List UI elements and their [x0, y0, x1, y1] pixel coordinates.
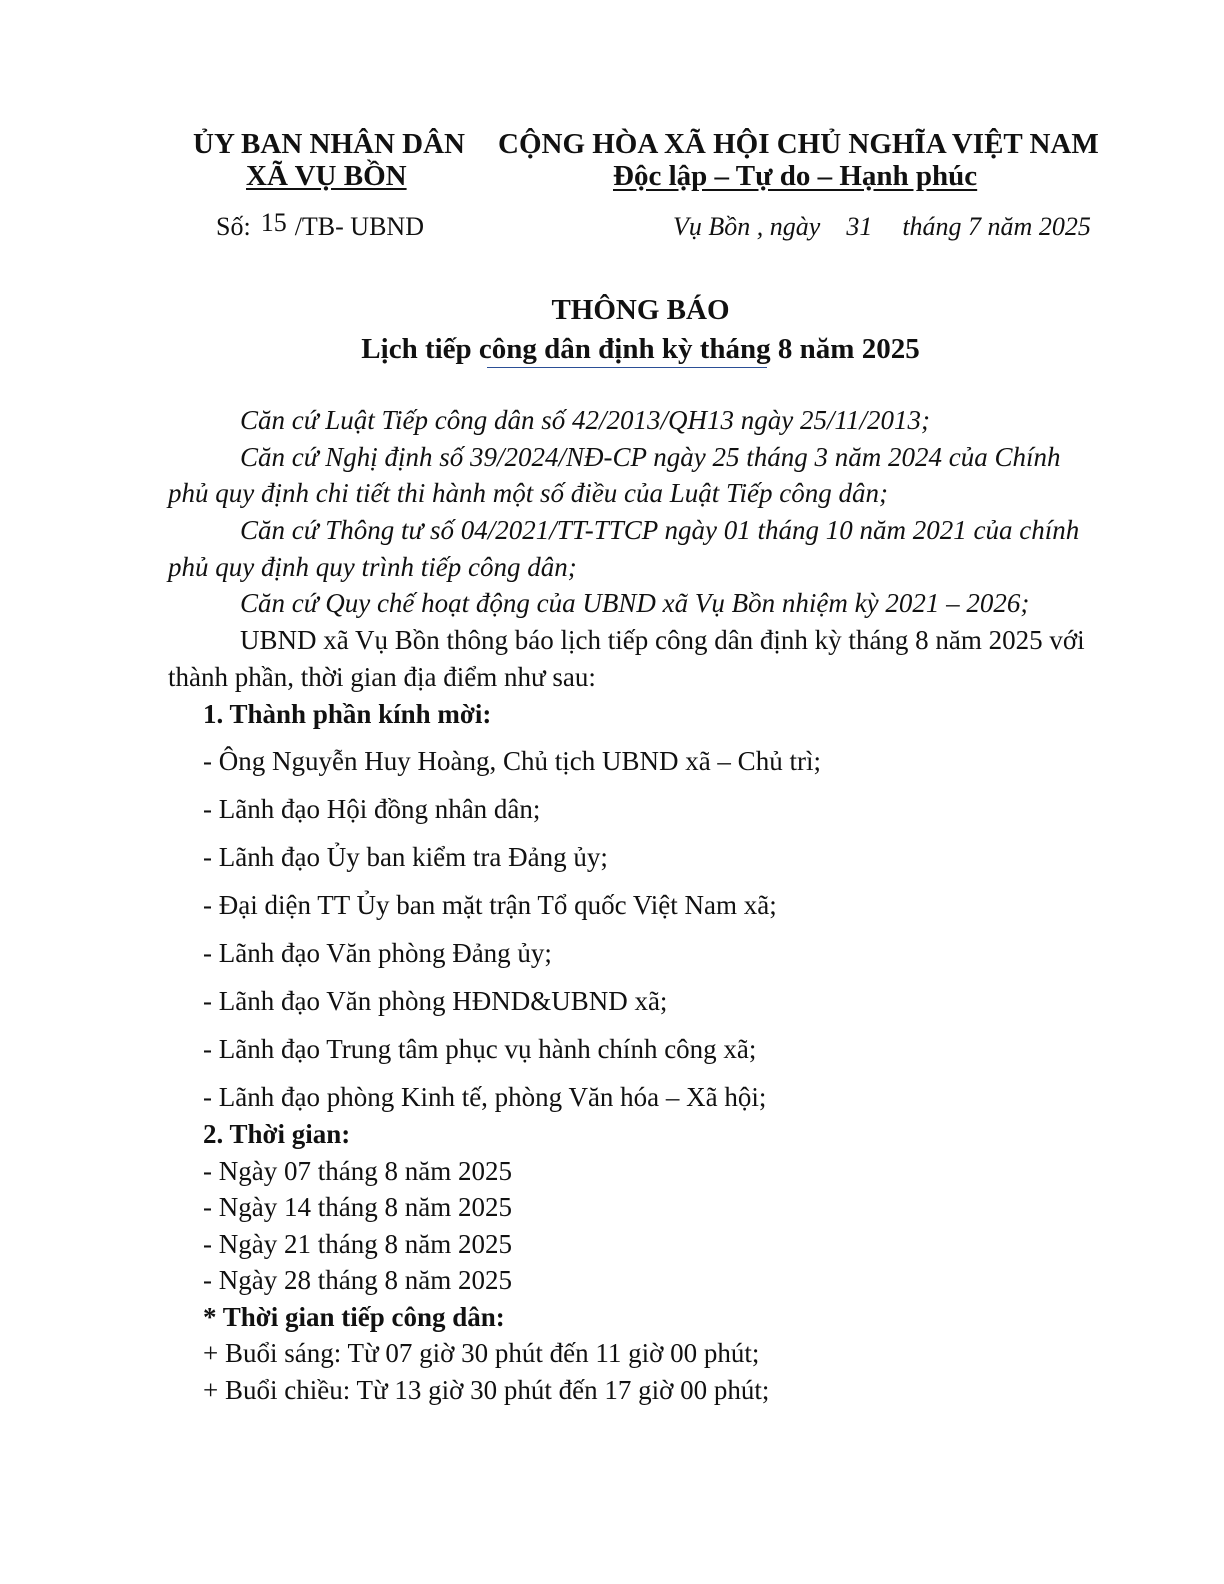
attendee-item: - Lãnh đạo Văn phòng HĐND&UBND xã;	[203, 986, 668, 1016]
number-prefix: Số:	[216, 212, 251, 241]
org-name-line2-text: XÃ VỤ BỒN	[246, 160, 407, 192]
hours-heading: * Thời gian tiếp công dân:	[203, 1302, 505, 1332]
date-item: - Ngày 28 tháng 8 năm 2025	[203, 1265, 512, 1295]
hours-item-morning: + Buổi sáng: Từ 07 giờ 30 phút đến 11 giờ 00 phút;	[203, 1338, 760, 1368]
national-title: CỘNG HÒA XÃ HỘI CHỦ NGHĨA VIỆT NAM	[498, 128, 1099, 160]
org-name-line1: ỦY BAN NHÂN DÂN	[193, 128, 466, 160]
org-name-line2	[246, 160, 407, 193]
number-suffix: /TB- UBND	[294, 212, 424, 241]
document-subtitle: Lịch tiếp công dân định kỳ tháng 8 năm 2025	[361, 333, 920, 365]
date-day: 31	[846, 212, 873, 241]
legal-basis-4: Căn cứ Quy chế hoạt động của UBND xã Vụ Bồn nhiệm kỳ 2021 – 2026;	[240, 588, 1030, 618]
legal-basis-3-line1: Căn cứ Thông tư số 04/2021/TT-TTCP ngày 01 tháng 10 năm 2021 của chính	[240, 515, 1080, 545]
hours-item-afternoon: + Buổi chiều: Từ 13 giờ 30 phút đến 17 giờ 00 phút;	[203, 1375, 770, 1405]
intro-line2: thành phần, thời gian địa điểm như sau:	[168, 662, 596, 692]
number-value: 15	[260, 208, 287, 237]
date-item: - Ngày 21 tháng 8 năm 2025	[203, 1229, 512, 1259]
date-rest: tháng 7 năm 2025	[902, 212, 1091, 241]
date-item: - Ngày 07 tháng 8 năm 2025	[203, 1156, 512, 1186]
document-title: THÔNG BÁO	[551, 294, 730, 326]
section2-heading: 2. Thời gian:	[203, 1119, 351, 1149]
subtitle-underline	[487, 367, 767, 368]
section1-heading: 1. Thành phần kính mời:	[203, 699, 492, 729]
legal-basis-2-line2: phủ quy định chi tiết thi hành một số điều của Luật Tiếp công dân;	[168, 478, 888, 508]
attendee-item: - Đại diện TT Ủy ban mặt trận Tổ quốc Việt Nam xã;	[203, 890, 777, 920]
attendee-item: - Lãnh đạo phòng Kinh tế, phòng Văn hóa – Xã hội;	[203, 1082, 767, 1112]
national-motto: Độc lập – Tự do – Hạnh phúc	[613, 160, 978, 192]
legal-basis-1: Căn cứ Luật Tiếp công dân số 42/2013/QH13 ngày 25/11/2013;	[240, 405, 930, 435]
date-place: Vụ Bồn , ngày	[673, 212, 821, 241]
attendee-item: - Lãnh đạo Hội đồng nhân dân;	[203, 794, 541, 824]
attendee-item: - Lãnh đạo Văn phòng Đảng ủy;	[203, 938, 552, 968]
document-number	[216, 208, 424, 242]
attendee-item: - Ông Nguyễn Huy Hoàng, Chủ tịch UBND xã – Chủ trì;	[203, 746, 821, 776]
attendee-item: - Lãnh đạo Trung tâm phục vụ hành chính công xã;	[203, 1034, 757, 1064]
attendee-item: - Lãnh đạo Ủy ban kiểm tra Đảng ủy;	[203, 842, 608, 872]
legal-basis-3-line2: phủ quy định quy trình tiếp công dân;	[168, 552, 577, 582]
date-item: - Ngày 14 tháng 8 năm 2025	[203, 1192, 512, 1222]
legal-basis-2-line1: Căn cứ Nghị định số 39/2024/NĐ-CP ngày 25 tháng 3 năm 2024 của Chính	[240, 442, 1061, 472]
intro-line1: UBND xã Vụ Bồn thông báo lịch tiếp công dân định kỳ tháng 8 năm 2025 với	[240, 625, 1085, 655]
document-date	[673, 212, 1091, 242]
